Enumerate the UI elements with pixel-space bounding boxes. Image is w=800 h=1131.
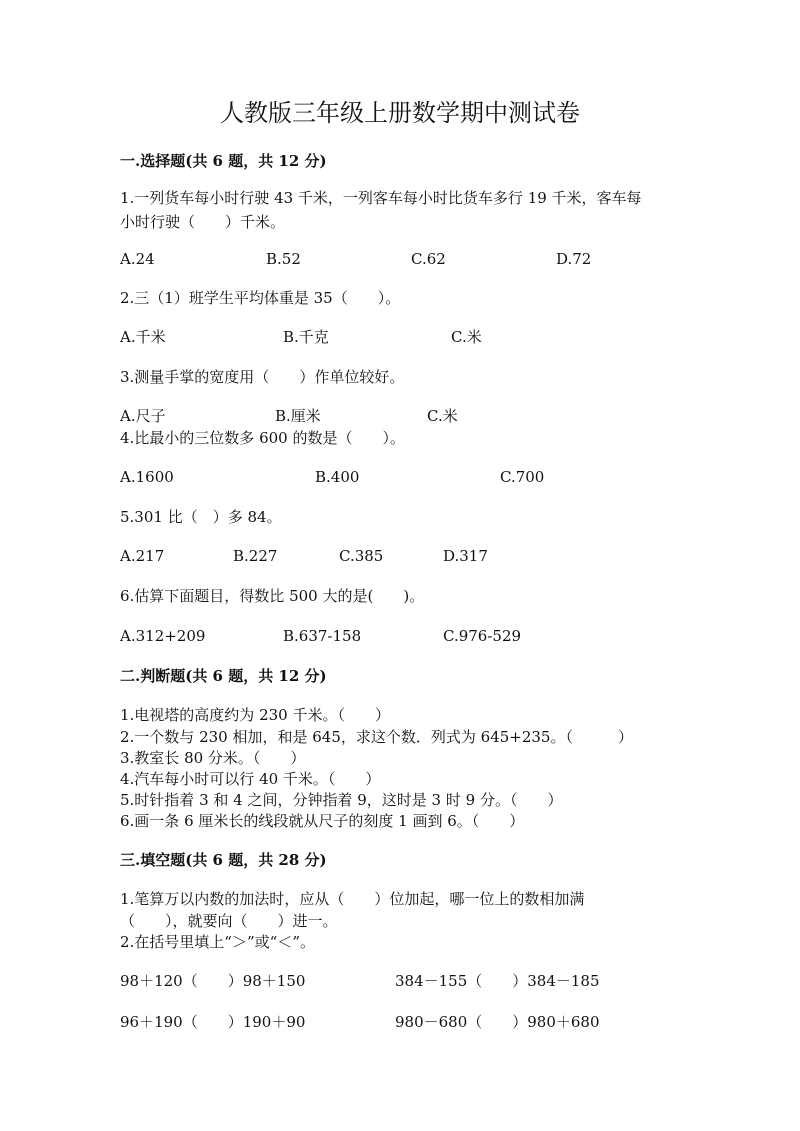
- question-text: 3.测量手掌的宽度用（ ）作单位较好。: [120, 368, 405, 386]
- option: A.312+209: [120, 627, 206, 645]
- option: C.米: [427, 407, 458, 425]
- page-title: 人教版三年级上册数学期中测试卷: [220, 99, 580, 127]
- statement: 2.一个数与 230 相加，和是 645，求这个数．列式为 645+235。（ ）: [120, 728, 633, 746]
- question-text: 4.比最小的三位数多 600 的数是（ ）。: [120, 429, 405, 447]
- option: B.52: [266, 250, 301, 268]
- option: C.700: [500, 468, 545, 486]
- question-text: 1.一列货车每小时行驶 43 千米，一列客车每小时比货车多行 19 千米，客车每: [120, 189, 642, 207]
- question-text: （ ），就要向（ ）进一。: [120, 912, 338, 930]
- option: C.976-529: [443, 627, 522, 645]
- question-text: 5.301 比（ ）多 84。: [120, 508, 282, 526]
- option: B.厘米: [275, 407, 321, 425]
- option: B.637-158: [283, 627, 362, 645]
- option: D.317: [443, 547, 488, 565]
- statement: 6.画一条 6 厘米长的线段就从尺子的刻度 1 画到 6。（ ）: [120, 812, 525, 830]
- statement: 4.汽车每小时可以行 40 千米。（ ）: [120, 770, 381, 788]
- option: B.400: [315, 468, 360, 486]
- comparison-item: 98＋120（ ）98＋150: [120, 972, 306, 990]
- section-heading-fill-in: 三.填空题(共 6 题，共 28 分): [120, 851, 327, 869]
- section-heading-judgement: 二.判断题(共 6 题，共 12 分): [120, 667, 327, 685]
- question-text: 2.在括号里填上“＞”或“＜”。: [120, 933, 315, 951]
- section-heading-choice: 一.选择题(共 6 题，共 12 分): [120, 152, 327, 170]
- option: C.62: [411, 250, 446, 268]
- option: A.1600: [120, 468, 174, 486]
- option: B.千克: [283, 328, 329, 346]
- comparison-item: 980－680（ ）980＋680: [395, 1013, 600, 1031]
- question-text: 小时行驶（ ）千米。: [120, 213, 286, 231]
- statement: 5.时针指着 3 和 4 之间，分钟指着 9，这时是 3 时 9 分。（ ）: [120, 791, 563, 809]
- option: A.尺子: [120, 407, 166, 425]
- option: A.24: [120, 250, 155, 268]
- option: B.227: [233, 547, 278, 565]
- option: D.72: [556, 250, 592, 268]
- statement: 3.教室长 80 分米。（ ）: [120, 749, 306, 767]
- option: C.385: [339, 547, 384, 565]
- option: A.217: [120, 547, 165, 565]
- comparison-item: 384－155（ ）384－185: [395, 972, 600, 990]
- question-text: 2.三（1）班学生平均体重是 35（ ）。: [120, 289, 401, 307]
- question-text: 6.估算下面题目，得数比 500 大的是( )。: [120, 587, 425, 605]
- option: A.千米: [120, 328, 166, 346]
- statement: 1.电视塔的高度约为 230 千米。（ ）: [120, 706, 390, 724]
- option: C.米: [451, 328, 482, 346]
- comparison-item: 96＋190（ ）190＋90: [120, 1013, 306, 1031]
- question-text: 1.笔算万以内数的加法时，应从（ ）位加起，哪一位上的数相加满: [120, 890, 585, 908]
